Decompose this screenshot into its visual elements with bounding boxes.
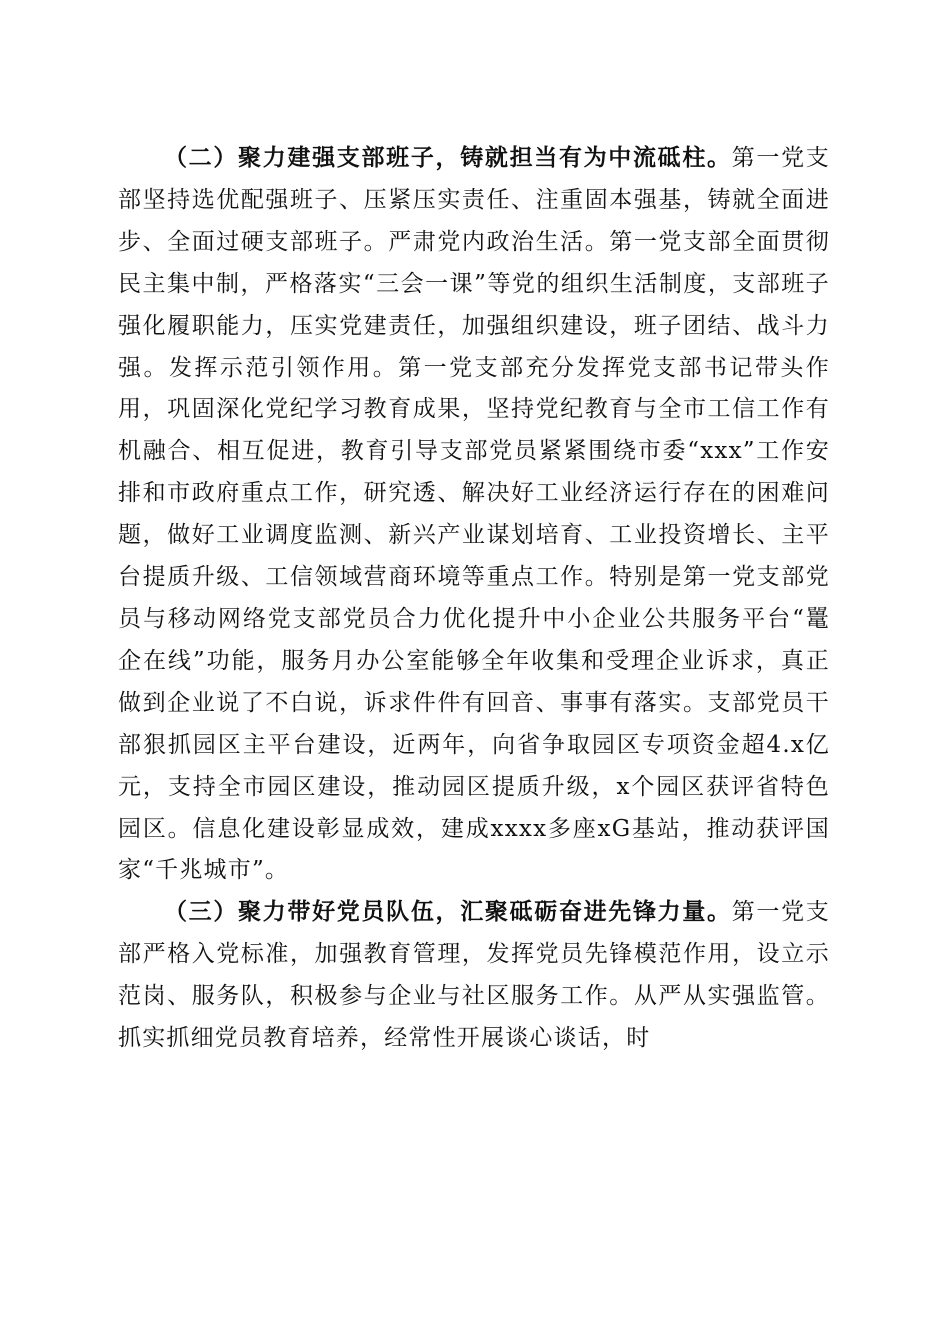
- section-2-body: 第一党支部坚持选优配强班子、压紧压实责任、注重固本强基，铸就全面进步、全面过硬支部班子。严肃党内政治生活。第一党支部全面贯彻民主集中制，严格落实“三会一课”等党的组织生活制度，支部班子强化履职能力，压实党建责任，加强组织建设，班子团结、战斗力强。发挥示范引领作用。第一党支部充分发挥党支部书记带头作用，巩固深化党纪学习教育成果，坚持党纪教育与全市工信工作有机融合、相互促进，教育引导支部党员紧紧围绕市委“xxx”工作安排和市政府重点工作，研究透、解决好工业经济运行存在的困难问题，做好工业调度监测、新兴产业谋划培育、工业投资增长、主平台提质升级、工信领域营商环境等重点工作。特别是第一党支部党员与移动网络党支部党员合力优化提升中小企业公共服务平台“鼍企在线”功能，服务月办公室能够全年收集和受理企业诉求，真正做到企业说了不白说，诉求件件有回音、事事有落实。支部党员干部狠抓园区主平台建设，近两年，向省争取园区专项资金超4.x亿元，支持全市园区建设，推动园区提质升级，x个园区获评省特色园区。信息化建设彰显成效，建成xxxx多座xG基站，推动获评国家“千兆城市”。: [118, 145, 830, 884]
- paragraph-section-2: [118, 138, 830, 892]
- section-2-heading: （二）聚力建强支部班子，铸就担当有为中流砥柱。: [164, 145, 732, 171]
- document-body: [118, 138, 830, 1060]
- paragraph-section-3: [118, 892, 830, 1060]
- section-3-heading: （三）聚力带好党员队伍，汇聚砥砺奋进先锋力量。: [164, 899, 732, 926]
- section-3-body: 第一党支部严格入党标准，加强教育管理，发挥党员先锋模范作用，设立示范岗、服务队，积极参与企业与社区服务工作。从严从实强监管。抓实抓细党员教育培养，经常性开展谈心谈话，时: [118, 899, 830, 1052]
